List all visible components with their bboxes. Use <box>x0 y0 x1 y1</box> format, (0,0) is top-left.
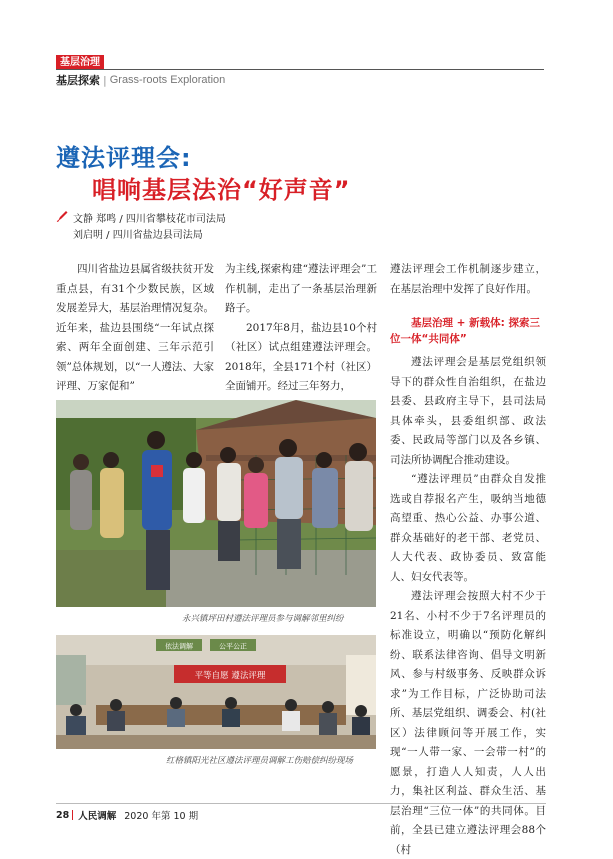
paragraph: 四川省盐边县属省级扶贫开发重点县，有31个少数民族，区域发展差异大，基层治理情况复杂。近年来，盐边县围绕“一年试点探索、两年全面创建、三年示范引领”总体规划，以“一人遵法、大家评理、万家促和” <box>56 263 214 392</box>
photo-village-mediation-caption: 永兴镇坪田村遵法评理员参与调解邻里纠纷 <box>182 614 344 624</box>
banner-left-text: 依法调解 <box>165 642 193 651</box>
section-subtitle-separator: | <box>103 73 107 87</box>
paragraph: “遵法评理员”由群众自发推选或自荐报名产生，吸纳当地德高望重、热心公益、办事公道、群众基础好的老干部、老党员、人大代表、政协委员、致富能人、妇女代表等。 <box>390 473 546 583</box>
photo-mediation-room <box>56 635 376 749</box>
footer-separator <box>72 810 73 820</box>
banner-main-text: 平等自愿 遵法评理 <box>194 671 266 681</box>
author-line-1: 文静 郑鸣 / 四川省攀枝花市司法局 <box>73 214 226 225</box>
photo-village-mediation-illustration <box>56 400 376 607</box>
footer-divider <box>56 803 546 804</box>
author-line-2: 刘启明 / 四川省盐边县司法局 <box>73 230 203 241</box>
paragraph: 2017年8月，盐边县10个村（社区）试点组建遵法评理会。2018年，全县171个村（社区）全面铺开。经过三年努力， <box>225 321 377 392</box>
paragraph: 遵法评理会按照大村不少于21名、小村不少于7名评理员的标准设立，明确以“预防化解纠纷、联系法律咨询、倡导文明新风、参与村级事务、反映群众诉求”为工作目标，广泛协助司法所、基层党组织、调委会、村(社区）法律顾问等开展工作，实现“一人带一家、一会带一村”的愿景，打造人人知责，人人出力，集社区利益、群众生活、基层治理“三位一体”的共同体。目前，全县已建立遵法评理会88个（村 <box>390 590 546 856</box>
section-subtitle <box>56 72 225 88</box>
body-column-2 <box>225 260 377 397</box>
pen-icon <box>56 210 68 222</box>
page-number: 28 <box>56 809 70 821</box>
article-title-line1: 遵法评理会: <box>56 144 192 172</box>
article-title-line2: 唱响基层法治“好声音” <box>92 176 351 204</box>
section-subheading: 基层治理 + 新载体: 探索三位一体“共同体” <box>390 317 540 345</box>
body-column-1 <box>56 260 214 397</box>
section-subtitle-cn: 基层探索 <box>56 74 100 87</box>
section-tag: 基层治理 <box>56 55 104 70</box>
body-column-3 <box>390 353 546 859</box>
page-footer <box>56 808 198 822</box>
banner-right-text: 公平公正 <box>219 642 247 651</box>
photo-mediation-room-caption: 红格镇阳光社区遵法评理员调解工伤赔偿纠纷现场 <box>166 756 354 766</box>
header-divider <box>56 69 544 70</box>
magazine-name: 人民调解 <box>78 811 117 822</box>
issue-number: 2020 年第 10 期 <box>124 811 199 822</box>
paragraph: 为主线,探索构建“遵法评理会”工作机制，走出了一条基层治理新路子。 <box>225 263 377 314</box>
photo-mediation-room-illustration <box>56 635 376 749</box>
paragraph: 遵法评理会工作机制逐步建立，在基层治理中发挥了良好作用。 <box>390 263 546 295</box>
paragraph: 遵法评理会是基层党组织领导下的群众性自治组织，在盐边县委、县政府主导下，县司法局具体牵头，县委组织部、政法委、民政局等部门以及各乡镇、司法所协调配合推动建设。 <box>390 356 546 466</box>
photo-village-mediation <box>56 400 376 607</box>
section-subtitle-en: Grass-roots Exploration <box>109 74 226 86</box>
body-column-3-top <box>390 260 546 299</box>
